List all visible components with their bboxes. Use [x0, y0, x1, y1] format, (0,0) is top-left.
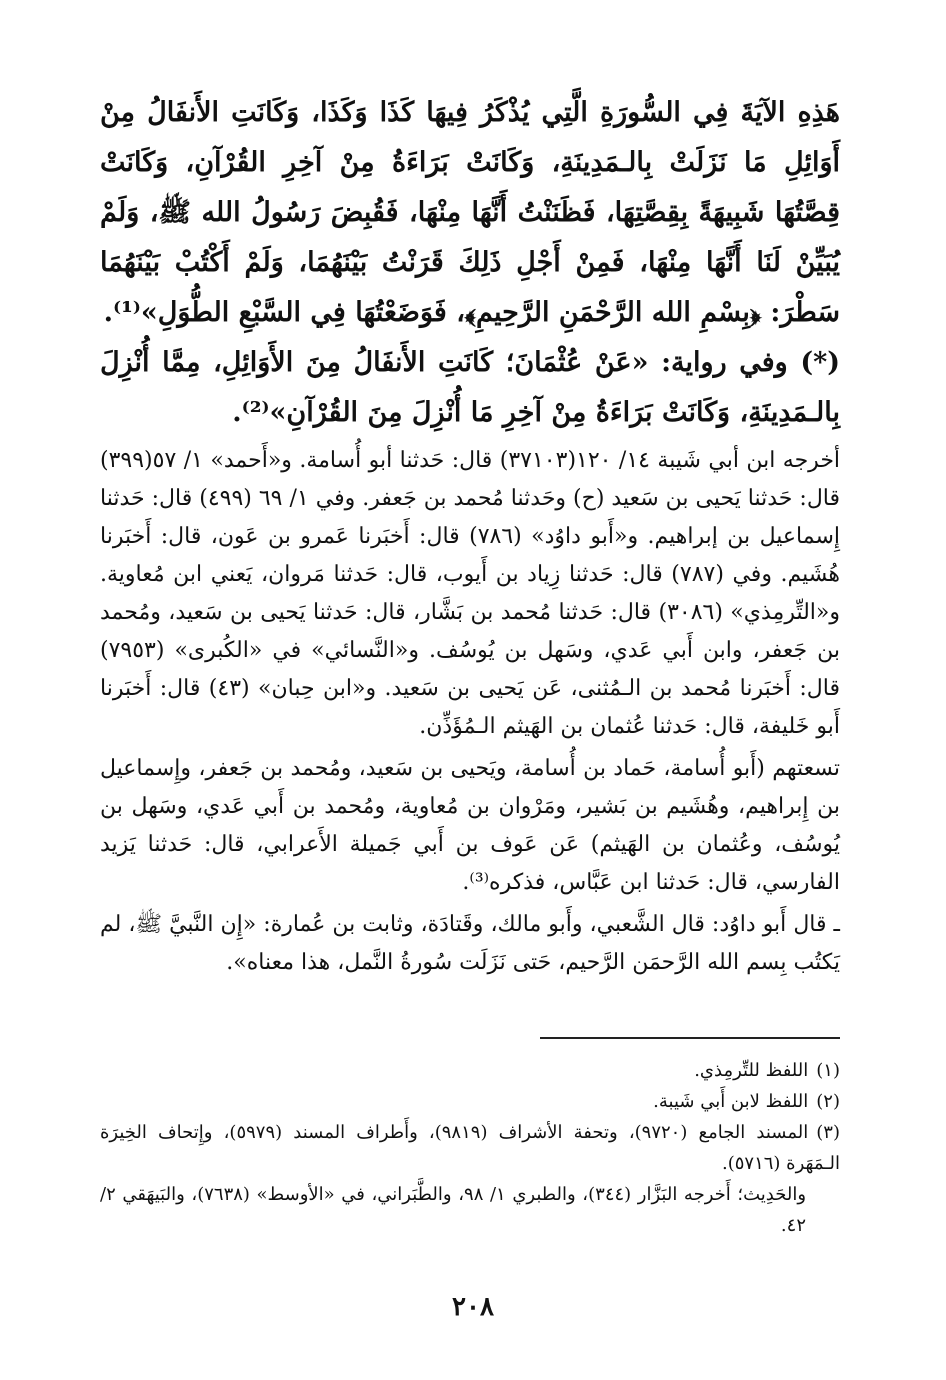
footnotes — [100, 1055, 840, 1241]
footnote-2 — [100, 1086, 840, 1117]
footnote-text: المسند الجامع (٩٧٢٠)، وتحفة الأشراف (٩٨١٩)، وأَطراف المسند (٥٩٧٩)، وإِتحاف الخِيرَة الـمَهَرة (٥٧١٦). — [100, 1122, 840, 1174]
footnote-divider — [540, 1037, 840, 1039]
takhrij-paragraph-3: ـ قال أَبو داوُد: قال الشَّعبي، وأَبو مالك، وقَتادَة، وثابت بن عُمارة: «إِن النَّبيَّ ﷺ، لم يَكتُب بِسم الله الرَّحمَن الرَّحيم، حَتى نَزَلَت سُورةُ النَّمل، هذا معناه». — [100, 912, 840, 975]
footnote-number: (٢) — [816, 1091, 840, 1112]
footnote-text: اللفظ لابن أَبي شَيبة. — [653, 1091, 809, 1112]
takhrij-paragraph-2: تسعتهم (أَبو أُسامة، حَماد بن أُسامة، ويَحيى بن سَعيد، ومُحمد بن جَعفر، وإِسماعيل بن إِبراهيم، وهُشَيم بن بَشير، ومَرْوان بن مُعاوية، ومُحمد بن أَبي عَدي، وسَهل بن يُوسُف، وعُثمان بن الهَيثم) عَن عَوف بن أَبي جَميلة الأَعرابي، قال: حَدثنا يَزيد الفارسي، قال: حَدثنا ابن عَبَّاس، فذكره⁽³⁾. — [100, 756, 840, 895]
footnote-text: اللفظ للتِّرمِذي. — [694, 1060, 809, 1081]
footnote-number: (١) — [816, 1060, 840, 1081]
footnote-number: (٣) — [816, 1122, 840, 1143]
footnote-1 — [100, 1055, 840, 1086]
page-number: ٢٠٨ — [452, 1292, 494, 1322]
page-body — [100, 88, 840, 982]
hadith-text: هَذِهِ الآيَةَ فِي السُّورَةِ الَّتِي يُذْكَرُ فِيهَا كَذَا وَكَذَا، وَكَانَتِ الأَنفَالُ مِنْ أَوَائِلِ مَا نَزَلَتْ بِالـمَدِينَةِ، وَكَانَتْ بَرَاءَةُ مِنْ آخِرِ القُرْآنِ، وَكَانَتْ قِصَّتُهَا شَبِيهَةً بِقِصَّتِهَا، فَظَنَنْتُ أَنَّهَا مِنْهَا، فَقُبِضَ رَسُولُ الله ﷺ، وَلَمْ يُبَيِّنْ لَنَا أَنَّهَا مِنْهَا، فَمِنْ أَجْلِ ذَلِكَ قَرَنْتُ بَيْنَهُمَا، وَلَمْ أَكْتُبْ بَيْنَهُمَا سَطْرَ: ﴿بِسْمِ الله الرَّحْمَنِ الرَّحِيمِ﴾، فَوَضَعْتُهَا فِي السَّبْعِ الطُّوَلِ»⁽¹⁾. — [100, 97, 840, 328]
hadith-variant: (*) وفي رواية: «عَنْ عُثْمَانَ؛ كَانَتِ الأَنفَالُ مِنَ الأَوَائِلِ، مِمَّا أُنْزِلَ بِالـمَدِينَةِ، وَكَانَتْ بَرَاءَةُ مِنْ آخِرِ مَا أُنْزِلَ مِنَ القُرْآنِ»⁽²⁾. — [100, 347, 840, 428]
footnote-3-continuation — [100, 1179, 840, 1241]
takhrij-paragraph-1: أخرجه ابن أبي شَيبة ١٤/ ١٢٠(٣٧١٠٣) قال: حَدثنا أبو أُسامة. و«أَحمد» ١/ ٥٧(٣٩٩) قال: حَدثنا يَحيى بن سَعيد (ح) وحَدثنا مُحمد بن جَعفر. وفي ١/ ٦٩ (٤٩٩) قال: حَدثنا إِسماعيل بن إبراهيم. و«أَبو داوُد» (٧٨٦) قال: أَخبَرنا عَمرو بن عَون، قال: أَخبَرنا هُشَيم. وفي (٧٨٧) قال: حَدثنا زِياد بن أَيوب، قال: حَدثنا مَروان، يَعني ابن مُعاوية. و«التِّرمِذي» (٣٠٨٦) قال: حَدثنا مُحمد بن بَشَّار، قال: حَدثنا يَحيى بن سَعيد، ومُحمد بن جَعفر، وابن أَبي عَدي، وسَهل بن يُوسُف. و«النَّسائي» في «الكُبرى» (٧٩٥٣) قال: أَخبَرنا مُحمد بن الـمُثنى، عَن يَحيى بن سَعيد. و«ابن حِبان» (٤٣) قال: أَخبَرنا أَبو خَليفة، قال: حَدثنا عُثمان بن الهَيثم الـمُؤَذِّن. — [100, 448, 841, 739]
footnote-text: والحَدِيث؛ أَخرجه البَزَّار (٣٤٤)، والطبري ١/ ٩٨، والطَّبَراني، في «الأوسط» (٧٦٣٨)، والبَيهَقي ٢/ ٤٢. — [100, 1184, 807, 1236]
footnote-3 — [100, 1117, 840, 1179]
